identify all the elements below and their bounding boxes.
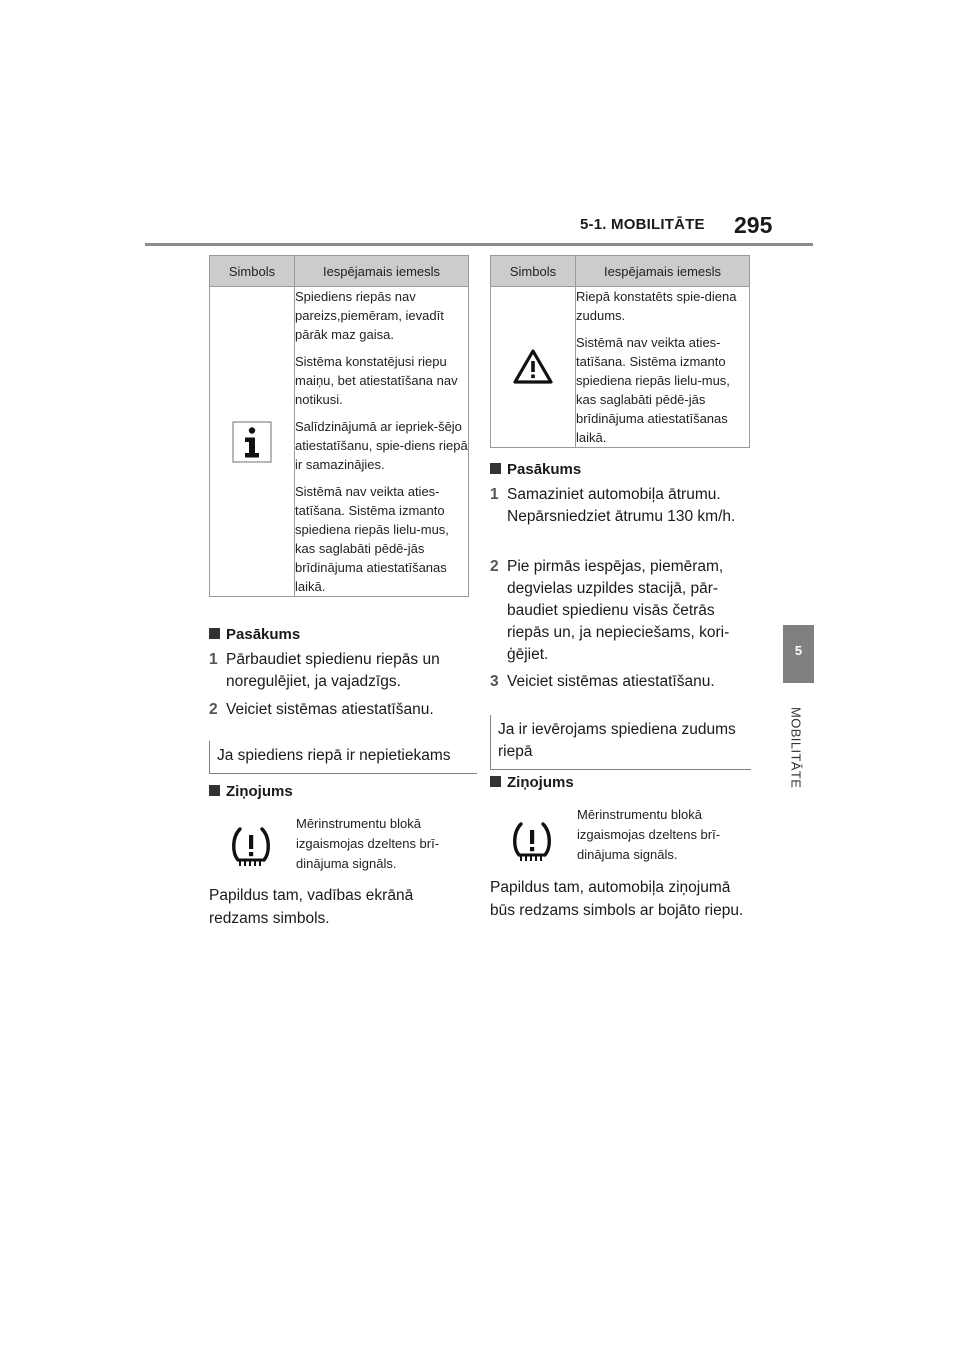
tire-pressure-warning-icon (509, 821, 555, 863)
right-symbol-table (490, 255, 750, 448)
warning-triangle-icon (513, 349, 553, 385)
left-step-1 (209, 649, 471, 693)
section-title: 5-1. MOBILITĀTE (580, 216, 705, 233)
right-action-heading (490, 461, 581, 478)
reason-text: Salīdzinājumā ar iepriek-šējo atiestatīšanu, spie-diens riepā ir samazinājies. (295, 419, 468, 472)
step-text: Veiciet sistēmas atiestatīšanu. (507, 673, 715, 690)
left-message-heading (209, 783, 293, 800)
action-heading-text: Pasākums (226, 626, 301, 643)
reason-text: Sistēmā nav veikta aties-tatīšana. Sistēma izmanto spiediena riepās lielu-mus, kas saglabāti pēdē-jās brīdinājuma atiestatīšanas laikā. (576, 335, 730, 445)
table-header-reason: Iespējamais iemesls (295, 256, 469, 287)
table-symbol-cell (210, 287, 295, 597)
reason-text: Sistēma konstatējusi riepu maiņu, bet atiestatīšana nav notikusi. (295, 354, 458, 407)
table-reason-cell (295, 287, 469, 597)
tire-pressure-warning-icon (228, 826, 274, 868)
right-step-3 (490, 671, 752, 693)
step-number: 3 (490, 673, 499, 690)
right-step-2 (490, 556, 752, 666)
step-text: Pārbaudiet spiedienu riepās un noregulējiet, ja vajadzīgs. (226, 651, 440, 690)
right-step-1 (490, 484, 752, 528)
right-message-text: Mērinstrumentu blokā izgaismojas dzeltens brī-dinājuma signāls. (577, 807, 721, 862)
left-action-heading (209, 626, 300, 643)
step-number: 1 (209, 651, 218, 668)
table-reason-cell (576, 287, 750, 448)
left-step-2 (209, 699, 471, 721)
header-divider (145, 243, 813, 246)
bullet-square (209, 628, 220, 639)
right-paragraph: Papildus tam, automobiļa ziņojumā būs redzams simbols ar bojāto riepu. (490, 879, 744, 919)
step-text: Pie pirmās iespējas, piemēram, degvielas uzpildes stacijā, pār-baudiet spiedienu visās četrās riepās un, ja nepieciešams, kori-ģējiet. (507, 558, 730, 663)
left-symbol-table (209, 255, 469, 597)
step-number: 1 (490, 486, 499, 503)
message-heading-text: Ziņojums (226, 783, 293, 800)
right-message-heading (490, 774, 574, 791)
step-text: Samaziniet automobiļa ātrumu. Nepārsniedziet ātrumu 130 km/h. (507, 486, 736, 525)
step-number: 2 (209, 701, 218, 718)
message-heading-text: Ziņojums (507, 774, 574, 791)
right-subsection-title: Ja ir ievērojams spiediena zudums riepā (490, 715, 751, 770)
reason-text: Spiediens riepās nav pareizs,piemēram, ievadīt pārāk maz gaisa. (295, 289, 444, 342)
table-header-reason: Iespējamais iemesls (576, 256, 750, 287)
bullet-square (490, 463, 501, 474)
reason-text: Sistēmā nav veikta aties-tatīšana. Sistēma izmanto spiediena riepās lielu-mus, kas saglabāti pēdē-jās brīdinājuma atiestatīšanas laikā. (295, 484, 449, 594)
chapter-label (784, 693, 808, 803)
action-heading-text: Pasākums (507, 461, 582, 478)
bullet-square (209, 785, 220, 796)
info-i-icon (232, 421, 272, 463)
reason-text: Riepā konstatēts spie-diena zudums. (576, 289, 737, 323)
chapter-label-text: MOBILITĀTE (788, 707, 804, 789)
chapter-number: 5 (794, 643, 803, 658)
left-paragraph: Papildus tam, vadības ekrānā redzams simbols. (209, 887, 414, 927)
table-header-symbol: Simbols (491, 256, 576, 287)
left-message-text: Mērinstrumentu blokā izgaismojas dzeltens brī-dinājuma signāls. (296, 816, 440, 871)
bullet-square (490, 776, 501, 787)
page-number: 295 (734, 212, 773, 238)
step-text: Veiciet sistēmas atiestatīšanu. (226, 701, 434, 718)
step-number: 2 (490, 558, 499, 575)
table-header-symbol: Simbols (210, 256, 295, 287)
left-subsection-title: Ja spiediens riepā ir nepietiekams (209, 741, 477, 774)
table-symbol-cell (491, 287, 576, 448)
